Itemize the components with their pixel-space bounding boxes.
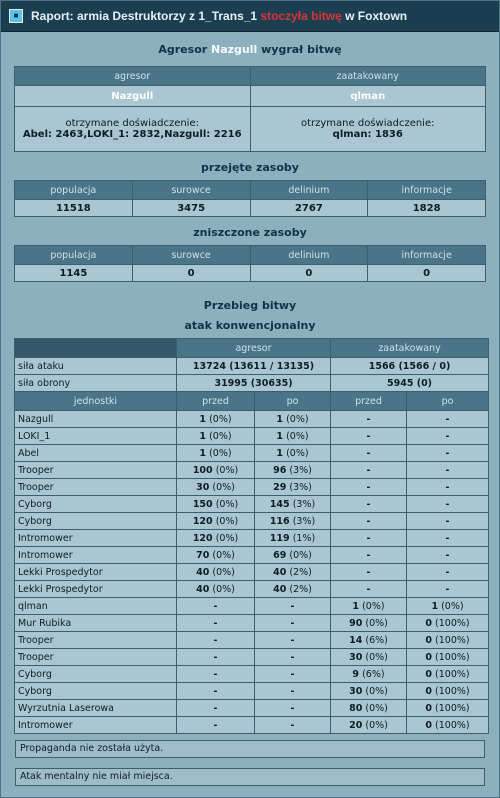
collapse-icon[interactable]: ■ [9,9,23,23]
unit-row [15,445,489,462]
unit-loss-percent: (2%) [289,566,312,578]
unit-name: Wyrzutnia Laserowa [15,700,177,717]
unit-row [15,496,489,513]
unit-count: 1 [276,430,284,442]
unit-loss-percent: (100%) [435,702,470,714]
unit-loss-percent: (0%) [212,583,235,595]
unit-count: - [290,651,295,663]
unit-count: - [290,702,295,714]
defender-header: zaatakowany [250,67,486,86]
captured-title: przejęte zasoby [201,161,299,174]
captured-value: 11518 [15,200,133,217]
unit-count: 9 [352,668,360,680]
attacker-after-cell [255,479,331,496]
unit-count: 70 [196,549,210,561]
unit-loss-percent: (100%) [435,685,470,697]
unit-loss-percent: (0%) [212,549,235,561]
defender-before-cell [331,649,407,666]
defender-after-cell [407,462,489,479]
attacker-after-cell [255,445,331,462]
defender-before-cell [331,428,407,445]
unit-loss-percent: (3%) [289,464,312,476]
unit-count: - [366,464,371,476]
unit-count: 0 [425,702,433,714]
destroyed-header: populacja [15,246,133,265]
unit-name: Cyborg [15,513,177,530]
after-header: po [407,392,489,411]
unit-count: - [290,600,295,612]
unit-name: Nazgull [15,411,177,428]
window-titlebar [1,1,499,32]
unit-loss-percent: (1%) [292,532,316,544]
attacker-after-cell [255,462,331,479]
unit-count: - [445,447,450,459]
unit-loss-percent: (0%) [215,515,239,527]
unit-count: - [213,617,218,629]
unit-count: 29 [273,481,287,493]
unit-loss-percent: (0%) [212,481,235,493]
defender-before-cell [331,564,407,581]
attacker-after-cell [255,700,331,717]
attacker-before-cell [177,496,255,513]
attacker-after-cell [255,683,331,700]
attack-strength-attacker: 13724 (13611 / 13135) [177,358,331,375]
defender-before-cell [331,615,407,632]
unit-count: - [366,549,371,561]
unit-count: - [445,566,450,578]
captured-header: surowce [132,181,250,200]
unit-loss-percent: (0%) [289,549,312,561]
unit-count: - [445,413,450,425]
unit-count: 145 [269,498,290,510]
defender-after-cell [407,411,489,428]
unit-count: 0 [425,668,433,680]
defender-before-cell [331,496,407,513]
captured-value: 1828 [368,200,486,217]
attacker-before-cell [177,717,255,734]
defender-after-cell [407,666,489,683]
unit-count: 0 [425,719,433,731]
defender-after-cell [407,581,489,598]
defender-before-cell [331,581,407,598]
unit-count: - [213,668,218,680]
defender-before-cell [331,547,407,564]
winner-name: Nazgull [211,43,258,56]
unit-loss-percent: (0%) [215,498,239,510]
attacker-after-cell [255,547,331,564]
captured-header: delinium [250,181,368,200]
defender-before-cell [331,666,407,683]
unit-loss-percent: (0%) [215,464,239,476]
unit-row [15,649,489,666]
unit-name: Trooper [15,632,177,649]
unit-name: Cyborg [15,496,177,513]
defender-after-cell [407,632,489,649]
unit-loss-percent: (0%) [365,685,388,697]
battle-defender-header: zaatakowany [331,339,489,358]
unit-row [15,632,489,649]
unit-loss-percent: (0%) [286,430,309,442]
defender-name: qlman [250,86,486,107]
attacker-before-cell [177,547,255,564]
attacker-before-cell [177,649,255,666]
attacker-before-cell [177,530,255,547]
attacker-name: Nazgull [15,86,251,107]
unit-count: - [445,515,450,527]
unit-count: 96 [273,464,287,476]
attacker-after-cell [255,615,331,632]
attacker-after-cell [255,428,331,445]
attacker-before-cell [177,411,255,428]
unit-count: 1 [199,430,207,442]
unit-count: - [366,481,371,493]
unit-count: - [445,583,450,595]
unit-count: 14 [349,634,363,646]
defender-before-cell [331,479,407,496]
attacker-after-cell [255,564,331,581]
unit-count: - [445,532,450,544]
report-title: Raport: armia Destruktorzy z 1_Trans_1 stoczyła bitwę w Foxtown [31,9,408,23]
unit-row [15,547,489,564]
unit-loss-percent: (0%) [362,600,385,612]
unit-row [15,462,489,479]
attacker-before-cell [177,598,255,615]
unit-count: 150 [192,498,213,510]
unit-name: Lekki Prospedytor [15,564,177,581]
defender-after-cell [407,683,489,700]
unit-count: - [366,447,371,459]
unit-count: 120 [192,532,213,544]
unit-row [15,564,489,581]
attacker-before-cell [177,700,255,717]
unit-loss-percent: (100%) [435,668,470,680]
unit-count: 40 [196,566,210,578]
unit-row [15,479,489,496]
unit-count: - [445,498,450,510]
battle-title: Przebieg bitwy [203,299,297,312]
unit-count: 30 [349,685,363,697]
unit-count: 1 [352,600,360,612]
destroyed-title: zniszczone zasoby [193,226,307,239]
attacker-after-cell [255,717,331,734]
defender-after-cell [407,513,489,530]
attacker-before-cell [177,564,255,581]
destroyed-value: 1145 [15,265,133,282]
before-header: przed [331,392,407,411]
unit-count: 20 [349,719,363,731]
defender-experience: otrzymane doświadczenie: qlman: 1836 [250,107,486,152]
unit-name: Trooper [15,479,177,496]
unit-count: 1 [276,447,284,459]
unit-name: Mur Rubika [15,615,177,632]
unit-count: - [290,719,295,731]
captured-value: 2767 [250,200,368,217]
defender-before-cell [331,683,407,700]
unit-loss-percent: (0%) [365,719,388,731]
defender-after-cell [407,547,489,564]
unit-loss-percent: (0%) [365,702,388,714]
defender-after-cell [407,530,489,547]
defender-before-cell [331,445,407,462]
defender-before-cell [331,411,407,428]
attacker-after-cell [255,649,331,666]
captured-header: populacja [15,181,133,200]
unit-loss-percent: (0%) [209,430,232,442]
unit-count: - [290,617,295,629]
unit-count: 40 [273,566,287,578]
unit-name: Cyborg [15,683,177,700]
unit-name: Intromower [15,530,177,547]
battle-table [14,338,489,734]
propaganda-note: Propaganda nie została użyta. [15,740,485,758]
unit-count: 119 [269,532,290,544]
destroyed-header: informacje [368,246,486,265]
unit-count: - [445,481,450,493]
destroyed-header: delinium [250,246,368,265]
unit-count: - [290,668,295,680]
unit-count: - [445,549,450,561]
defense-strength-attacker: 31995 (30635) [177,375,331,392]
unit-name: qlman [15,598,177,615]
unit-name: Intromower [15,717,177,734]
unit-count: - [366,583,371,595]
destroyed-header: surowce [132,246,250,265]
unit-name: Trooper [15,462,177,479]
unit-count: - [366,532,371,544]
attacker-experience: otrzymane doświadczenie: Abel: 2463,LOKI_1: 2832,Nazgull: 2216 [15,107,251,152]
attacker-after-cell [255,598,331,615]
unit-name: Trooper [15,649,177,666]
unit-count: 40 [196,583,210,595]
unit-loss-percent: (2%) [289,583,312,595]
before-header: przed [177,392,255,411]
defender-before-cell [331,717,407,734]
unit-count: - [366,498,371,510]
unit-loss-percent: (0%) [209,413,232,425]
defender-after-cell [407,564,489,581]
unit-loss-percent: (0%) [215,532,239,544]
unit-loss-percent: (0%) [441,600,464,612]
defender-after-cell [407,496,489,513]
unit-row [15,666,489,683]
attacker-after-cell [255,530,331,547]
unit-count: 0 [425,634,433,646]
unit-count: - [213,685,218,697]
attacker-after-cell [255,581,331,598]
unit-loss-percent: (3%) [292,515,316,527]
attacker-after-cell [255,513,331,530]
unit-count: 30 [349,651,363,663]
unit-count: - [213,719,218,731]
destroyed-value: 0 [368,265,486,282]
unit-loss-percent: (100%) [435,651,470,663]
unit-name: LOKI_1 [15,428,177,445]
unit-loss-percent: (0%) [365,617,388,629]
attacker-before-cell [177,683,255,700]
defender-after-cell [407,649,489,666]
unit-row [15,581,489,598]
unit-name: Intromower [15,547,177,564]
unit-count: - [290,685,295,697]
battle-subtitle: atak konwencjonalny [184,319,316,332]
defender-after-cell [407,615,489,632]
unit-row [15,411,489,428]
captured-header: informacje [368,181,486,200]
unit-count: 116 [269,515,290,527]
unit-row [15,615,489,632]
unit-count: 1 [276,413,284,425]
destroyed-table [14,245,486,282]
unit-count: - [213,600,218,612]
attacker-before-cell [177,428,255,445]
unit-loss-percent: (0%) [286,447,309,459]
unit-loss-percent: (0%) [286,413,309,425]
unit-count: 120 [192,515,213,527]
defender-after-cell [407,717,489,734]
unit-count: - [213,651,218,663]
unit-row [15,700,489,717]
unit-name: Cyborg [15,666,177,683]
battle-corner [15,339,177,358]
unit-count: - [445,464,450,476]
unit-row [15,717,489,734]
unit-count: - [290,634,295,646]
unit-row [15,428,489,445]
unit-row [15,598,489,615]
defender-after-cell [407,445,489,462]
unit-count: 30 [196,481,210,493]
attacker-after-cell [255,666,331,683]
defender-before-cell [331,700,407,717]
attacker-before-cell [177,462,255,479]
attacker-before-cell [177,445,255,462]
mental-attack-note: Atak mentalny nie miał miejsca. [15,768,485,786]
battle-attacker-header: agresor [177,339,331,358]
unit-count: - [445,430,450,442]
unit-loss-percent: (0%) [209,447,232,459]
captured-value: 3475 [132,200,250,217]
unit-count: 100 [192,464,213,476]
captured-table [14,180,486,217]
parties-table [14,66,486,152]
unit-row [15,530,489,547]
unit-loss-percent: (3%) [289,481,312,493]
unit-count: 0 [425,617,433,629]
attacker-before-cell [177,615,255,632]
attacker-before-cell [177,581,255,598]
defender-before-cell [331,530,407,547]
defender-before-cell [331,513,407,530]
attacker-before-cell [177,479,255,496]
defender-before-cell [331,598,407,615]
after-header: po [255,392,331,411]
destroyed-value: 0 [132,265,250,282]
battle-rows [15,411,489,734]
unit-name: Abel [15,445,177,462]
defender-before-cell [331,462,407,479]
unit-loss-percent: (100%) [435,617,470,629]
attacker-before-cell [177,632,255,649]
attacker-before-cell [177,666,255,683]
defense-strength-label: siła obrony [15,375,177,392]
winner-line: Agresor Nazgull wygrał bitwę [158,43,342,56]
attacker-before-cell [177,513,255,530]
unit-count: - [213,702,218,714]
unit-loss-percent: (6%) [365,634,388,646]
unit-loss-percent: (100%) [435,719,470,731]
unit-loss-percent: (3%) [292,498,316,510]
unit-count: - [213,634,218,646]
unit-count: 90 [349,617,363,629]
unit-count: 69 [273,549,287,561]
defender-after-cell [407,598,489,615]
unit-count: 0 [425,685,433,697]
unit-count: - [366,430,371,442]
unit-count: - [366,515,371,527]
unit-count: 1 [199,413,207,425]
defender-after-cell [407,479,489,496]
attacker-after-cell [255,496,331,513]
attack-strength-label: siła ataku [15,358,177,375]
unit-count: 1 [199,447,207,459]
defender-after-cell [407,700,489,717]
attacker-after-cell [255,632,331,649]
unit-name: Lekki Prospedytor [15,581,177,598]
destroyed-value: 0 [250,265,368,282]
unit-count: - [366,413,371,425]
unit-loss-percent: (6%) [362,668,385,680]
defense-strength-defender: 5945 (0) [331,375,489,392]
unit-loss-percent: (0%) [365,651,388,663]
unit-count: 0 [425,651,433,663]
unit-count: - [366,566,371,578]
unit-row [15,683,489,700]
defender-after-cell [407,428,489,445]
attacker-header: agresor [15,67,251,86]
unit-count: 40 [273,583,287,595]
unit-loss-percent: (0%) [212,566,235,578]
attack-strength-defender: 1566 (1566 / 0) [331,358,489,375]
unit-count: 1 [431,600,439,612]
attacker-after-cell [255,411,331,428]
units-header: jednostki [15,392,177,411]
unit-loss-percent: (100%) [435,634,470,646]
unit-count: 80 [349,702,363,714]
defender-before-cell [331,632,407,649]
unit-row [15,513,489,530]
